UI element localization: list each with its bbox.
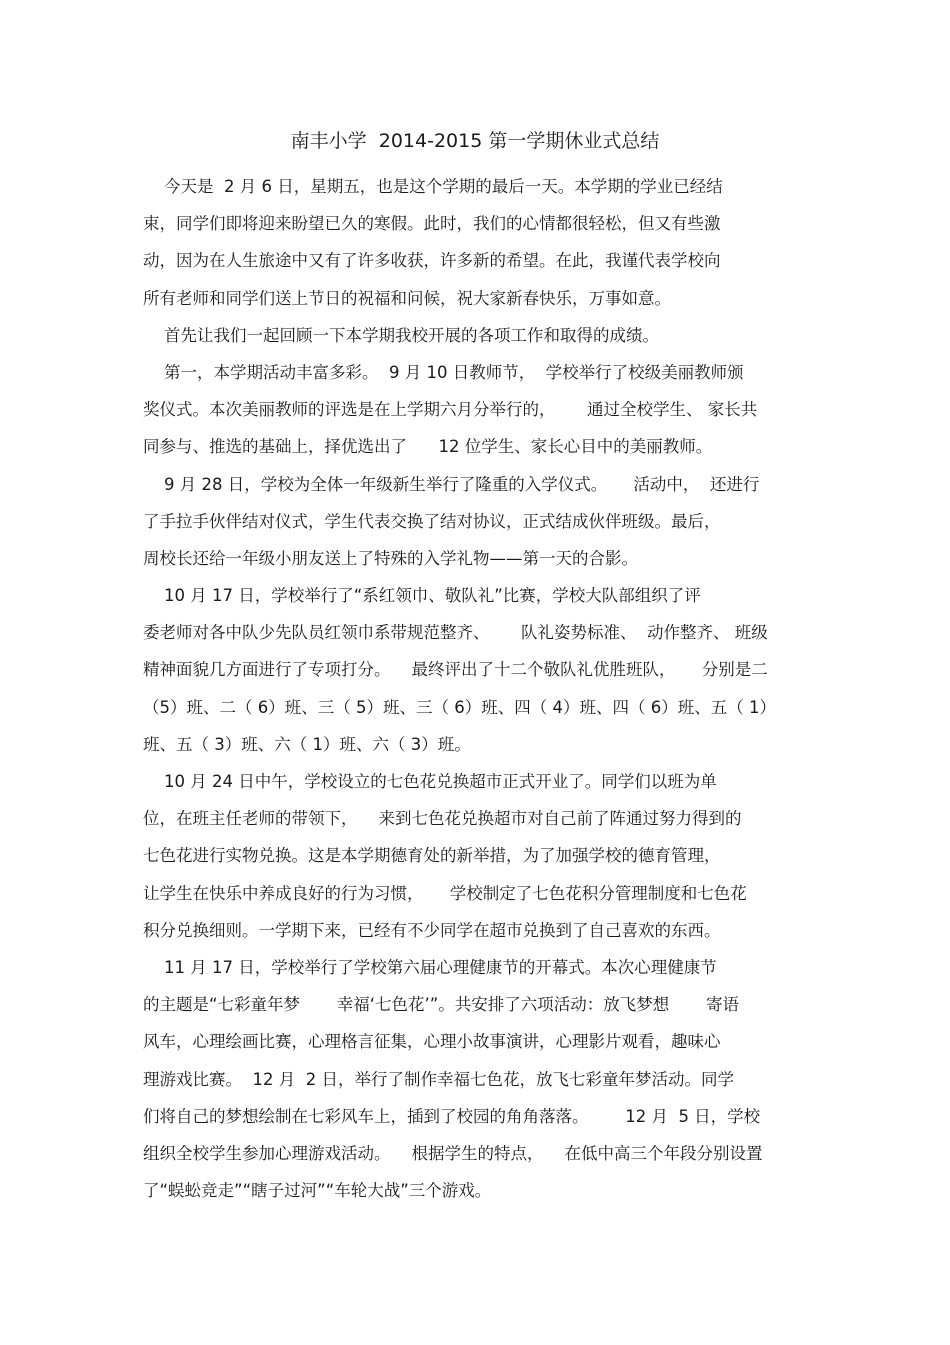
text-line: 七色花进行实物兑换。这是本学期德育处的新举措，为了加强学校的德育管理， bbox=[143, 846, 721, 866]
text-line: 10 月 17 日，学校举行了“系红领巾、敬队礼”比赛，学校大队部组织了评 bbox=[143, 586, 701, 606]
text-line: 11 月 17 日，学校举行了学校第六届心理健康节的开幕式。本次心理健康节 bbox=[143, 957, 717, 977]
text-line: 了手拉手伙伴结对仪式，学生代表交换了结对协议，正式结成伙伴班级。最后， bbox=[143, 511, 721, 531]
text-line: 10 月 24 日中午，学校设立的七色花兑换超市正式开业了。同学们以班为单 bbox=[143, 772, 717, 791]
text-line: 首先让我们一起回顾一下本学期我校开展的各项工作和取得的成绩。 bbox=[143, 325, 659, 345]
text-line: 精神面貌几方面进行了专项打分。 最终评出了十二个敬队礼优胜班队， 分别是二 bbox=[143, 660, 768, 680]
text-line: 组织全校学生参加心理游戏活动。 根据学生的特点， 在低中高三个年段分别设置 bbox=[143, 1143, 763, 1163]
text-line: 9 月 28 日，学校为全体一年级新生举行了隆重的入学仪式。 活动中， 还进行 bbox=[143, 474, 760, 494]
text-line: 所有老师和同学们送上节日的祝福和问候，祝大家新春快乐，万事如意。 bbox=[143, 288, 671, 308]
text-line: 委老师对各中队少先队员红领巾系带规范整齐、 队礼姿势标准、 动作整齐、 班级 bbox=[143, 623, 768, 643]
text-line: 同参与、推选的基础上，择优选出了 12 位学生、家长心目中的美丽教师。 bbox=[143, 437, 713, 457]
text-line: 让学生在快乐中养成良好的行为习惯， 学校制定了七色花积分管理制度和七色花 bbox=[143, 883, 747, 903]
text-line: 奖仪式。本次美丽教师的评选是在上学期六月分举行的， 通过全校学生、 家长共 bbox=[143, 400, 758, 420]
document-body bbox=[143, 168, 808, 1209]
page-title: 南丰小学 2014-2015 第一学期休业式总结 bbox=[290, 130, 660, 152]
text-line: 风车，心理绘画比赛，心理格言征集，心理小故事演讲，心理影片观看，趣味心 bbox=[143, 1032, 721, 1052]
text-line: 位，在班主任老师的带领下， 来到七色花兑换超市对自己前了阵通过努力得到的 bbox=[143, 809, 742, 829]
text-line: 周校长还给一年级小朋友送上了特殊的入学礼物——第一天的合影。 bbox=[143, 548, 638, 568]
text-line: 束，同学们即将迎来盼望已久的寒假。此时，我们的心情都很轻松，但又有些激 bbox=[143, 214, 721, 234]
text-line: 们将自己的梦想绘制在七彩风车上，插到了校园的角角落落。 12 月 5 日，学校 bbox=[143, 1106, 761, 1126]
text-line: （5）班、二（ 6）班、三（ 5）班、三（ 6）班、四（ 4）班、四（ 6）班、五（ 1） bbox=[143, 697, 776, 717]
text-line: 了“蜈蚣竞走”“瞎子过河”“车轮大战”三个游戏。 bbox=[143, 1181, 492, 1201]
text-line: 第一，本学期活动丰富多彩。 9 月 10 日教师节， 学校举行了校级美丽教师颁 bbox=[143, 362, 744, 382]
text-line: 理游戏比赛。 12 月 2 日，举行了制作幸福七色花，放飞七彩童年梦活动。同学 bbox=[143, 1069, 734, 1089]
text-line: 动，因为在人生旅途中又有了许多收获，许多新的希望。在此，我谨代表学校向 bbox=[143, 251, 721, 271]
text-line: 班、五（ 3）班、六（ 1）班、六（ 3）班。 bbox=[143, 734, 471, 754]
text-line: 今天是 2 月 6 日，星期五，也是这个学期的最后一天。本学期的学业已经结 bbox=[143, 177, 723, 196]
text-line: 积分兑换细则。一学期下来，已经有不少同学在超市兑换到了自己喜欢的东西。 bbox=[143, 920, 721, 940]
text-line: 的主题是“七彩童年梦 幸福‘七色花’”。共安排了六项活动：放飞梦想 寄语 bbox=[143, 995, 740, 1015]
